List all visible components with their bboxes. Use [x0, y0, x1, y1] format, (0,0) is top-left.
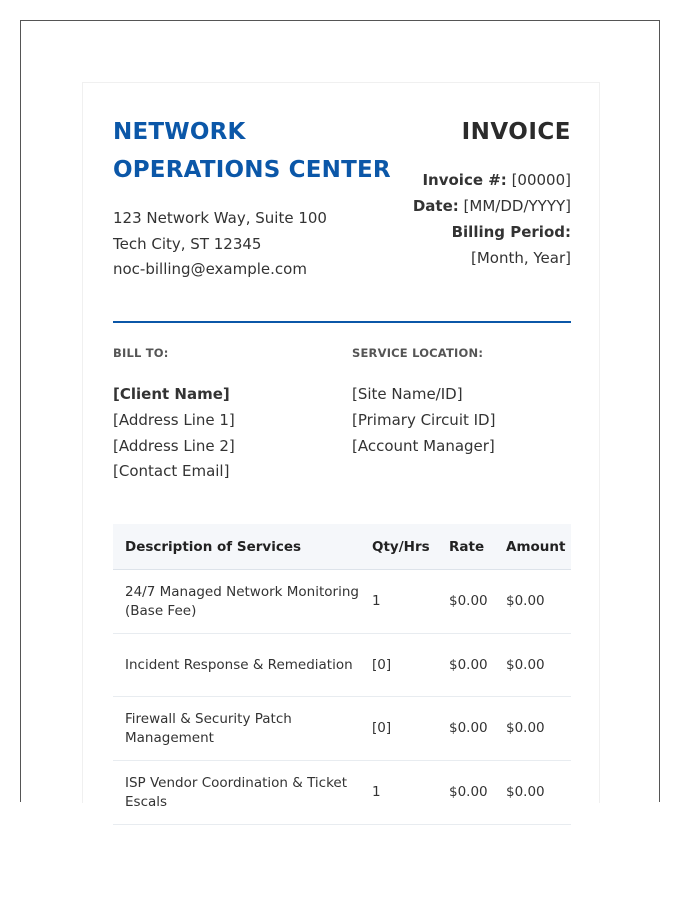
row-qty: 1: [360, 761, 437, 825]
invoice-number-value: [00000]: [506, 171, 571, 189]
company-address: [113, 206, 327, 283]
row-amount: $0.00: [494, 761, 571, 825]
row-description: Firewall & Security Patch Management: [113, 697, 360, 761]
billing-period-row: [413, 219, 571, 245]
invoice-header: [113, 83, 571, 323]
invoice-title: INVOICE: [461, 119, 571, 145]
site-name: [Site Name/ID]: [352, 385, 463, 403]
row-description: 24/7 Managed Network Monitoring (Base Fee): [113, 570, 360, 634]
service-location-lines: [352, 382, 582, 459]
company-name: NETWORK OPERATIONS CENTER: [113, 119, 391, 183]
row-rate: $0.00: [437, 761, 494, 825]
header-description: Description of Services: [113, 524, 360, 570]
company-address-line1: 123 Network Way, Suite 100: [113, 209, 327, 227]
parties-section: [113, 323, 571, 523]
invoice-number-row: [413, 167, 571, 193]
row-description: ISP Vendor Coordination & Ticket Escals: [113, 761, 360, 825]
header-rate: Rate: [437, 524, 494, 570]
header-amount: Amount: [494, 524, 571, 570]
company-address-line2: Tech City, ST 12345: [113, 234, 262, 253]
invoice-date-value: [MM/DD/YYYY]: [458, 197, 571, 215]
client-name: [Client Name]: [113, 385, 230, 403]
row-description: Incident Response & Remediation: [113, 634, 360, 697]
billing-period-label: Billing Period:: [451, 223, 571, 241]
company-email: noc-billing@example.com: [113, 260, 307, 278]
table-row: [113, 697, 571, 761]
bill-to-lines: [113, 382, 343, 485]
row-rate: $0.00: [437, 634, 494, 697]
row-amount: $0.00: [494, 634, 571, 697]
invoice-date-row: [413, 193, 571, 219]
table-row: [113, 634, 571, 697]
service-location-block: [352, 345, 582, 459]
row-amount: $0.00: [494, 570, 571, 634]
row-qty: [0]: [360, 697, 437, 761]
table-header-row: [113, 524, 571, 570]
service-location-title: SERVICE LOCATION:: [352, 346, 484, 360]
client-address-line1: [Address Line 1]: [113, 410, 235, 429]
table-row: [113, 761, 571, 825]
invoice-date-label: Date:: [412, 197, 459, 215]
primary-circuit: [Primary Circuit ID]: [352, 410, 496, 429]
invoice-content: [113, 83, 571, 810]
row-rate: $0.00: [437, 697, 494, 761]
invoice-meta: [413, 167, 571, 271]
bill-to-title: BILL TO:: [113, 346, 169, 360]
row-amount: $0.00: [494, 697, 571, 761]
billing-period-value: [Month, Year]: [470, 249, 571, 267]
invoice-number-label: Invoice #:: [422, 171, 507, 189]
row-qty: 1: [360, 570, 437, 634]
account-manager: [Account Manager]: [352, 436, 495, 455]
client-address-line2: [Address Line 2]: [113, 436, 235, 455]
services-table: [113, 524, 571, 825]
header-qty: Qty/Hrs: [360, 524, 437, 570]
invoice-card: [82, 82, 600, 810]
bill-to-block: [113, 345, 343, 485]
row-qty: [0]: [360, 634, 437, 697]
table-row: [113, 570, 571, 634]
page-frame: [20, 20, 660, 810]
client-contact-email: [Contact Email]: [113, 462, 230, 481]
row-rate: $0.00: [437, 570, 494, 634]
